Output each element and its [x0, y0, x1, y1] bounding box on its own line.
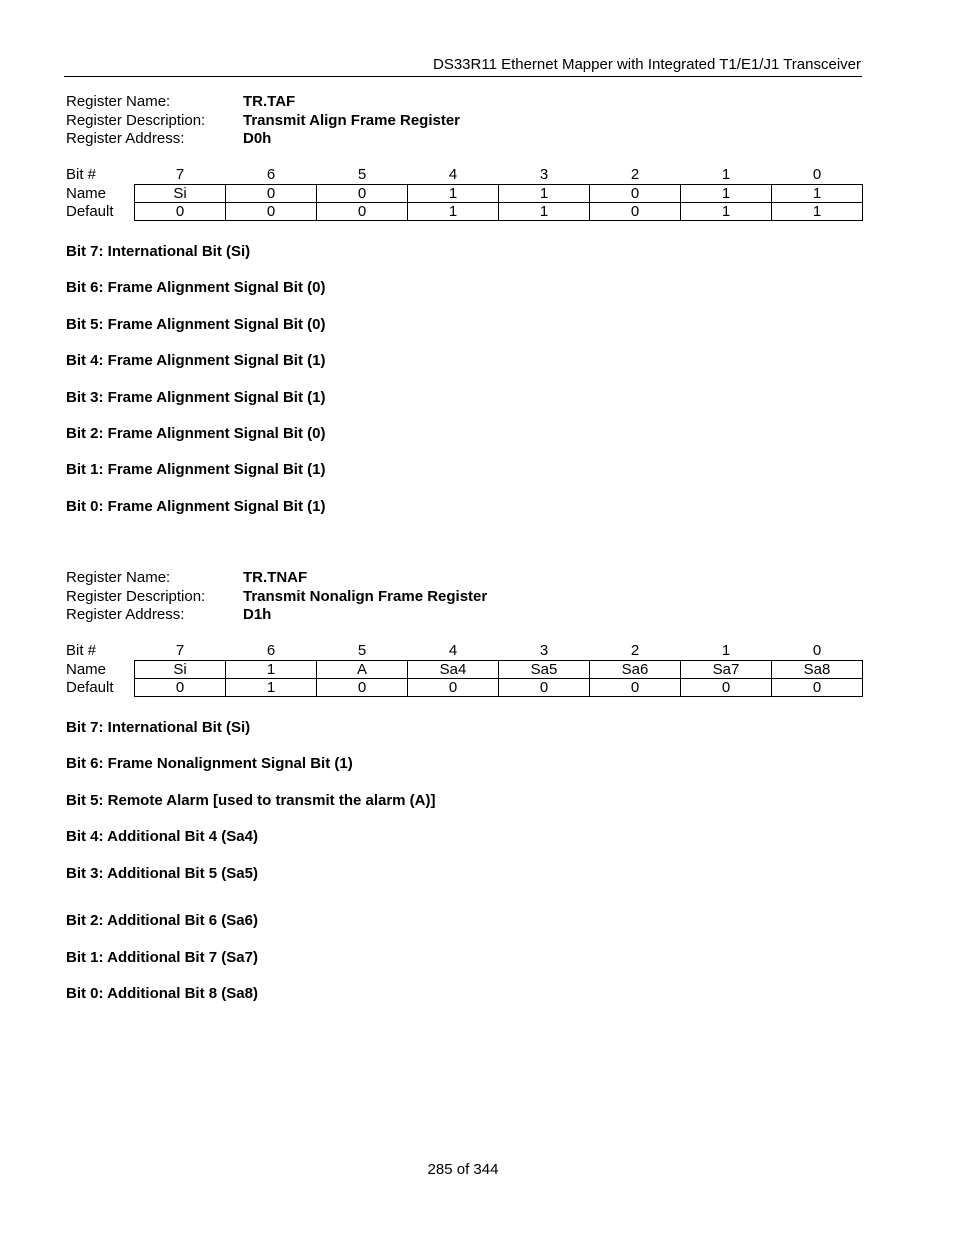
bit-number-cell: 0: [812, 642, 822, 659]
bit-name-label: Name: [66, 185, 107, 202]
bit-name-row: [66, 661, 863, 679]
bit-default-cell: 0: [135, 203, 226, 221]
bit-number-cell: 7: [175, 166, 185, 183]
bit-description: Bit 3: Additional Bit 5 (Sa5): [66, 865, 258, 882]
bit-number-cell: 4: [448, 642, 458, 659]
bit-default-cell: 1: [408, 203, 499, 221]
register-address-row: [66, 130, 460, 149]
bit-default-cell: 0: [317, 679, 408, 697]
bit-default-cell: 0: [135, 679, 226, 697]
register-address-value: D0h: [243, 130, 272, 147]
bit-name-cell: Sa8: [772, 661, 863, 679]
bit-number-cell: 2: [630, 642, 640, 659]
bit-name-cell: 0: [317, 185, 408, 203]
register-description-label: Register Description:: [66, 587, 206, 605]
bit-name-cell: Sa4: [408, 661, 499, 679]
bit-description: Bit 5: Frame Alignment Signal Bit (0): [66, 316, 326, 333]
bit-default-cell: 0: [317, 203, 408, 221]
register-name-label: Register Name:: [66, 93, 171, 110]
register-name-label: Register Name:: [66, 569, 171, 586]
register-info-tr-taf: [66, 93, 460, 149]
register-address-label: Register Address:: [66, 130, 185, 147]
register-description-label: Register Description:: [66, 111, 206, 129]
bit-name-cell: 0: [590, 185, 681, 203]
bit-default-row: [66, 679, 863, 697]
bit-number-cell: 6: [266, 166, 276, 183]
bit-description: Bit 6: Frame Nonalignment Signal Bit (1): [66, 755, 353, 772]
bit-number-cell: 3: [539, 166, 549, 183]
register-name-row: [66, 93, 460, 112]
bit-name-cell: 0: [226, 185, 317, 203]
register-description-row: [66, 112, 460, 131]
bit-default-label: Default: [66, 203, 114, 220]
bit-description: Bit 0: Frame Alignment Signal Bit (1): [66, 498, 326, 515]
bit-default-row: [66, 203, 863, 221]
bit-name-cell: 1: [681, 185, 772, 203]
bit-number-cell: 3: [539, 642, 549, 659]
bit-description: Bit 0: Additional Bit 8 (Sa8): [66, 985, 258, 1002]
register-address-value: D1h: [243, 606, 272, 623]
bit-number-cell: 5: [357, 166, 367, 183]
register-description-value: Transmit Nonalign Frame Register: [243, 587, 488, 605]
bit-name-cell: A: [317, 661, 408, 679]
bit-name-cell: Si: [135, 661, 226, 679]
bit-description: Bit 4: Frame Alignment Signal Bit (1): [66, 352, 326, 369]
bit-name-cell: 1: [772, 185, 863, 203]
bit-description: Bit 6: Frame Alignment Signal Bit (0): [66, 279, 326, 296]
bit-number-cell: 1: [721, 166, 731, 183]
bit-default-cell: 1: [681, 203, 772, 221]
bit-table-tr-tnaf: [66, 642, 863, 697]
bit-default-cell: 0: [226, 203, 317, 221]
bit-name-cell: 1: [499, 185, 590, 203]
bit-default-cell: 1: [226, 679, 317, 697]
bit-default-cell: 0: [499, 679, 590, 697]
bit-name-cell: 1: [408, 185, 499, 203]
register-info-tr-tnaf: [66, 569, 487, 625]
bit-default-cell: 1: [772, 203, 863, 221]
bit-default-cell: 0: [408, 679, 499, 697]
bit-name-cell: Sa5: [499, 661, 590, 679]
bit-default-cell: 0: [590, 679, 681, 697]
bit-default-cell: 0: [681, 679, 772, 697]
bit-name-cell: Sa7: [681, 661, 772, 679]
bit-description: Bit 5: Remote Alarm [used to transmit the alarm (A)]: [66, 792, 436, 809]
bit-name-label: Name: [66, 661, 107, 678]
page-number: 285 of 344: [427, 1161, 499, 1178]
register-address-label: Register Address:: [66, 606, 185, 623]
bit-default-cell: 0: [772, 679, 863, 697]
register-name-row: [66, 569, 487, 588]
bit-name-cell: Sa6: [590, 661, 681, 679]
bit-description: Bit 2: Frame Alignment Signal Bit (0): [66, 425, 326, 442]
bit-description: Bit 2: Additional Bit 6 (Sa6): [66, 912, 258, 929]
document-header-title: DS33R11 Ethernet Mapper with Integrated T1/E1/J1 Transceiver: [432, 56, 861, 73]
bit-number-row: [66, 642, 863, 661]
bit-default-cell: 0: [590, 203, 681, 221]
bit-description: Bit 7: International Bit (Si): [66, 719, 251, 736]
bit-name-cell: 1: [226, 661, 317, 679]
bit-number-label: Bit #: [66, 166, 97, 184]
bit-number-cell: 2: [630, 166, 640, 183]
register-description-row: [66, 588, 487, 607]
bit-number-cell: 4: [448, 166, 458, 183]
bit-number-cell: 6: [266, 642, 276, 659]
bit-description: Bit 1: Frame Alignment Signal Bit (1): [66, 461, 326, 478]
header-rule: [64, 76, 862, 77]
register-name-value: TR.TNAF: [243, 569, 308, 586]
bit-default-label: Default: [66, 679, 114, 696]
bit-name-row: [66, 185, 863, 203]
bit-number-cell: 0: [812, 166, 822, 183]
bit-number-label: Bit #: [66, 642, 97, 660]
register-name-value: TR.TAF: [243, 93, 296, 110]
register-address-row: [66, 606, 487, 625]
bit-number-cell: 5: [357, 642, 367, 659]
bit-description: Bit 3: Frame Alignment Signal Bit (1): [66, 389, 326, 406]
bit-default-cell: 1: [499, 203, 590, 221]
bit-name-cell: Si: [135, 185, 226, 203]
bit-number-cell: 7: [175, 642, 185, 659]
bit-number-row: [66, 166, 863, 185]
bit-description: Bit 7: International Bit (Si): [66, 243, 251, 260]
register-description-value: Transmit Align Frame Register: [243, 111, 461, 129]
bit-table-tr-taf: [66, 166, 863, 221]
bit-description: Bit 4: Additional Bit 4 (Sa4): [66, 828, 258, 845]
bit-number-cell: 1: [721, 642, 731, 659]
bit-description: Bit 1: Additional Bit 7 (Sa7): [66, 949, 258, 966]
